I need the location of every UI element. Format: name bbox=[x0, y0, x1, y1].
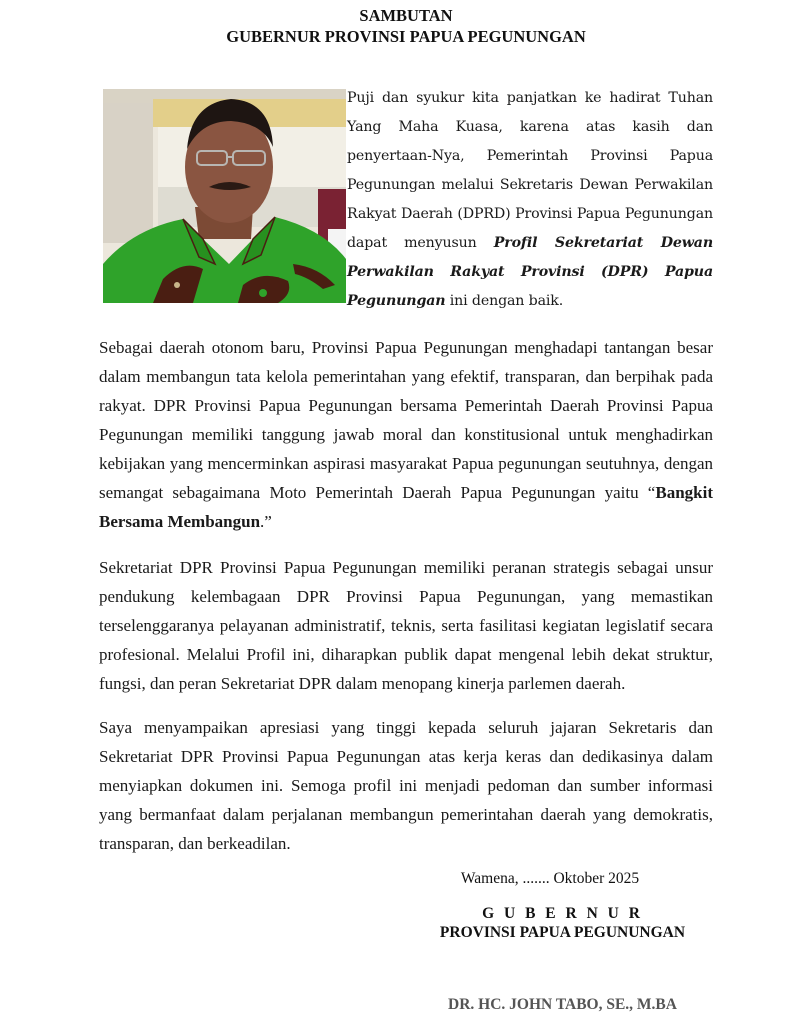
page-title: SAMBUTAN bbox=[359, 6, 453, 25]
document-title-emphasis: Profil Sekretariat Dewan Perwakilan Rakyat Provinsi (DPR) Papua Pegunungan bbox=[347, 235, 713, 309]
signature-place-date: Wamena, ....... Oktober 2025 bbox=[460, 870, 640, 887]
signature-role: G U B E R N U R bbox=[482, 905, 643, 922]
page-subtitle: GUBERNUR PROVINSI PAPUA PEGUNUNGAN bbox=[226, 27, 586, 46]
intro-text-end: ini dengan baik. bbox=[445, 293, 564, 309]
motto-text: Bangkit Bersama Membangun bbox=[99, 483, 713, 531]
paragraph-2 bbox=[99, 333, 713, 536]
paragraph-3: Sekretariat DPR Provinsi Papua Pegunungan memiliki peranan strategis sebagai unsur pendukung kelembagaan DPR Provinsi Papua Pegunungan, yang memastikan terselenggaranya pelayanan administratif, teknis, serta fasilitasi kegiatan legislatif secara profesional. Melalui Profil ini, diharapkan publik dapat mengenal lebih dekat struktur, fungsi, dan peran Sekretariat DPR dalam menopang kinerja parlemen daerah. bbox=[99, 558, 713, 693]
intro-paragraph bbox=[347, 84, 713, 316]
signature-province: PROVINSI PAPUA PEGUNUNGAN bbox=[439, 924, 686, 941]
paragraph-2-text: Sebagai daerah otonom baru, Provinsi Papua Pegunungan menghadapi tantangan besar dalam membangun tata kelola pemerintahan yang efektif, transparan, dan berpihak pada rakyat. DPR Provinsi Papua Pegunungan bersama Pemerintah Daerah Provinsi Papua Pegunungan memiliki tanggung jawab moral dan konstitusional untuk menghadirkan kebijakan yang mencerminkan aspirasi masyarakat Papua pegunungan seutuhnya, dengan semangat sebagaimana Moto Pemerintah Daerah Papua Pegunungan yaitu “ bbox=[99, 338, 713, 502]
paragraph-2-end: .” bbox=[260, 512, 272, 531]
intro-text: Puji dan syukur kita panjatkan ke hadirat Tuhan Yang Maha Kuasa, karena atas kasih dan penyertaan-Nya, Pemerintah Provinsi Papua Pegunungan melalui Sekretaris Dewan Perwakilan Rakyat Daerah (DPRD) Provinsi Papua Pegunungan dapat menyusun bbox=[347, 90, 713, 251]
signatory-name: DR. HC. JOHN TABO, SE., M.BA bbox=[448, 996, 677, 1013]
paragraph-4: Saya menyampaikan apresiasi yang tinggi kepada seluruh jajaran Sekretaris dan Sekretariat DPR Provinsi Papua Pegunungan atas kerja keras dan dedikasinya dalam menyiapkan dokumen ini. Semoga profil ini menjadi pedoman dan sumber informasi yang bermanfaat dalam perjalanan membangun pemerintahan daerah yang demokratis, transparan, dan berkeadilan. bbox=[99, 718, 713, 853]
governor-photo bbox=[103, 89, 346, 303]
